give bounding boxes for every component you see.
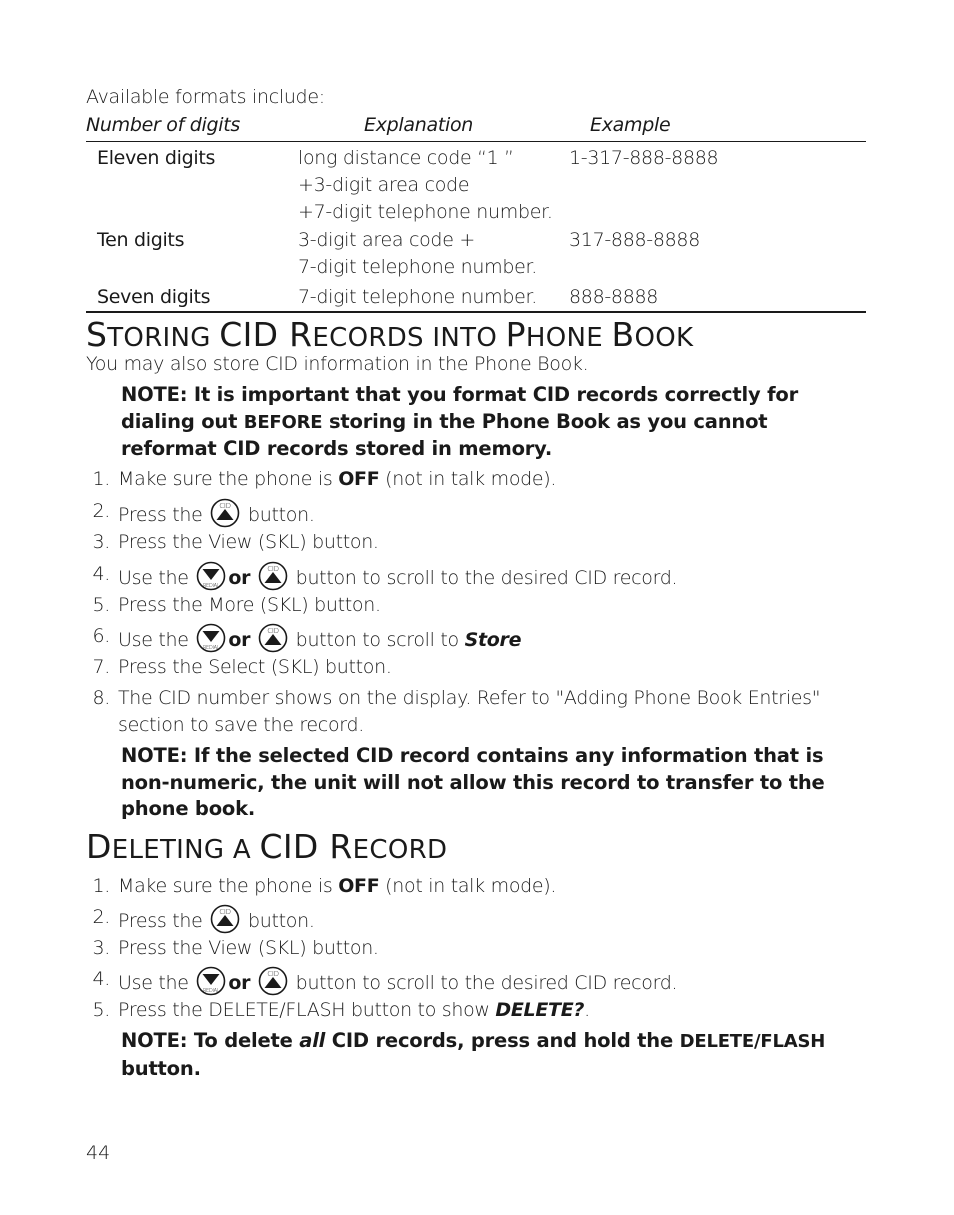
row-example: 317-888-8888	[569, 229, 700, 251]
section-title-storing: STORING CID RECORDS INTO PHONE BOOK	[86, 315, 694, 354]
svg-text:CID: CID	[267, 970, 279, 978]
svg-text:CID: CID	[219, 908, 231, 916]
redial-down-icon	[196, 623, 226, 653]
svg-text:REDIAL: REDIAL	[203, 988, 220, 994]
redial-down-icon	[196, 966, 226, 996]
table-header-rule	[86, 141, 866, 142]
cid-up-icon	[210, 498, 240, 528]
svg-text:CID: CID	[267, 627, 279, 635]
note-format: NOTE: It is important that you format CID records correctly for dialing out BEFORE storing in the Phone Book as you cannot reformat CID records stored in memory.	[121, 383, 799, 460]
table-bottom-rule	[86, 311, 866, 313]
svg-text:REDIAL: REDIAL	[203, 645, 220, 651]
cid-up-icon	[258, 966, 288, 996]
note-non-numeric: NOTE: If the selected CID record contains any information that is non-numeric, the unit will not allow this record to transfer to the phone book.	[121, 744, 825, 820]
svg-text:CID: CID	[267, 565, 279, 573]
svg-text:CID: CID	[219, 502, 231, 510]
col-header-example: Example	[590, 114, 671, 136]
intro-text: Available formats include:	[86, 86, 325, 108]
section-title-deleting: DELETING A CID RECORD	[86, 827, 448, 866]
svg-text:REDIAL: REDIAL	[203, 583, 220, 589]
note-delete-all: NOTE: To delete all CID records, press and hold the DELETE/FLASH button.	[121, 1029, 826, 1080]
col-header-digits: Number of digits	[86, 114, 240, 136]
redial-down-icon	[196, 561, 226, 591]
row-digits: Ten digits	[97, 229, 185, 251]
row-example: 1-317-888-8888	[569, 147, 719, 169]
row-explanation: 7-digit telephone number.	[298, 286, 538, 308]
section-intro: You may also store CID information in the Phone Book.	[86, 353, 589, 375]
col-header-explanation: Explanation	[364, 114, 474, 136]
row-digits: Seven digits	[97, 286, 211, 308]
cid-up-icon	[210, 904, 240, 934]
page-number: 44	[86, 1142, 111, 1164]
cid-up-icon	[258, 561, 288, 591]
row-example: 888-8888	[569, 286, 659, 308]
cid-up-icon	[258, 623, 288, 653]
row-explanation: long distance code “1 ” +3-digit area code +7-digit telephone number.	[298, 147, 553, 223]
row-digits: Eleven digits	[97, 147, 216, 169]
row-explanation: 3-digit area code + 7-digit telephone number.	[298, 229, 538, 278]
